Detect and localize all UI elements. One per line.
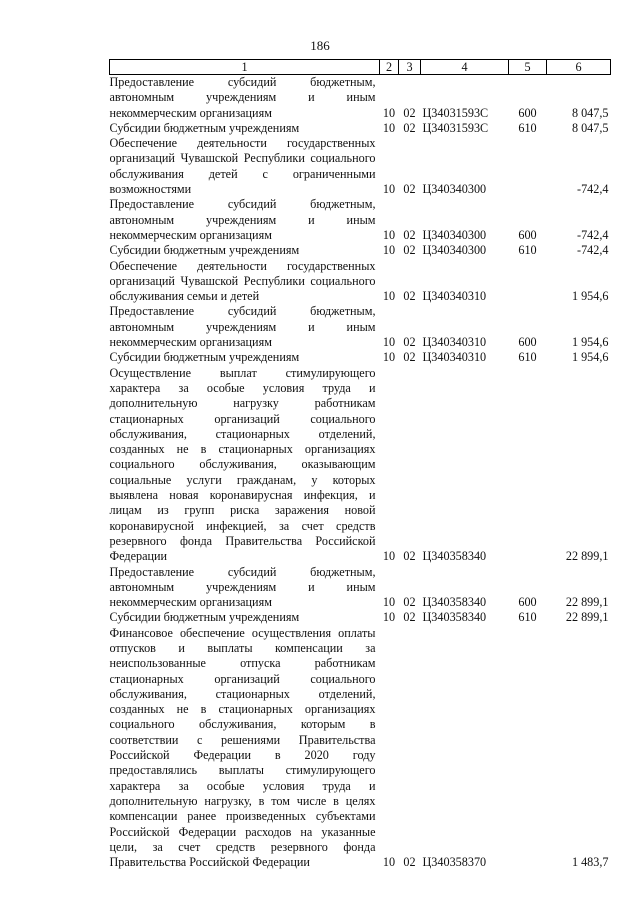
page-number: 186 [310, 38, 330, 53]
section-code: 10 [382, 105, 396, 120]
target-article-code: Ц340340310 [422, 335, 487, 350]
section-code: 10 [382, 595, 396, 610]
amount-value: 22 899,1 [565, 549, 609, 564]
section-code: 10 [382, 182, 396, 197]
amount-value: 1 954,6 [571, 335, 609, 350]
target-article-code: Ц340358340 [422, 595, 487, 610]
table-row [110, 197, 611, 243]
amount-value: 1 954,6 [571, 289, 609, 304]
row-description: Обеспечение деятельности государственных организаций Чувашской Республики социального обслуживания детей с ограниченными возможностями [109, 136, 376, 197]
table-header-row [110, 60, 611, 75]
subsection-code: 02 [403, 610, 416, 625]
subsection-code: 02 [403, 105, 416, 120]
header-cell: 1 [110, 60, 380, 75]
target-article-code: Ц34031593С [422, 120, 489, 135]
row-description: Обеспечение деятельности государственных организаций Чувашской Республики социального обслуживания семьи и детей [109, 258, 376, 304]
target-article-code: Ц340358370 [422, 855, 487, 870]
amount-value: -742,4 [577, 227, 609, 242]
amount-value: 8 047,5 [571, 105, 609, 120]
target-article-code: Ц340340310 [422, 289, 487, 304]
subsection-code: 02 [403, 855, 416, 870]
amount-value: 8 047,5 [571, 120, 609, 135]
expense-type-code [509, 259, 547, 305]
header-cell: 3 [399, 60, 421, 75]
amount-value: -742,4 [577, 243, 609, 258]
table-row [110, 304, 611, 350]
target-article-code: Ц340358340 [422, 610, 487, 625]
target-article-code: Ц340340300 [422, 182, 487, 197]
table-row [110, 610, 611, 625]
row-description: Субсидии бюджетным учреждениям [109, 120, 300, 135]
expense-type-code [509, 136, 547, 197]
table-row [110, 366, 611, 565]
expense-type-code: 600 [518, 105, 537, 120]
expense-type-code: 600 [518, 335, 537, 350]
subsection-code: 02 [403, 182, 416, 197]
table-row [110, 626, 611, 871]
expense-type-code: 600 [518, 595, 537, 610]
row-description: Субсидии бюджетным учреждениям [109, 350, 300, 365]
table-row [110, 136, 611, 197]
header-cell: 4 [421, 60, 509, 75]
subsection-code: 02 [403, 595, 416, 610]
expense-type-code: 610 [518, 120, 537, 135]
row-description: Предоставление субсидий бюджетным, автономным учреждениям и иным некоммерческим организациям [109, 564, 376, 610]
section-code: 10 [382, 289, 396, 304]
expense-type-code: 600 [518, 227, 537, 242]
row-description: Предоставление субсидий бюджетным, автономным учреждениям и иным некоммерческим организациям [109, 75, 376, 120]
budget-table [109, 59, 611, 870]
amount-value: 22 899,1 [565, 595, 609, 610]
amount-value: -742,4 [577, 182, 609, 197]
table-row [110, 75, 611, 121]
expense-type-code [509, 366, 547, 565]
table-row [110, 243, 611, 258]
subsection-code: 02 [403, 227, 416, 242]
subsection-code: 02 [403, 289, 416, 304]
header-cell: 5 [509, 60, 547, 75]
section-code: 10 [382, 120, 396, 135]
section-code: 10 [382, 610, 396, 625]
target-article-code: Ц340358340 [422, 549, 487, 564]
subsection-code: 02 [403, 549, 416, 564]
expense-type-code: 610 [518, 350, 537, 365]
row-description: Осуществление выплат стимулирующего характера за особые условия труда и дополнительную нагрузку работникам стационарных организаций социального обслуживания, стационарных отделений, созданных не в стационарных организациях социального обслуживания, оказывающим социальные услуги гражданам, у которых выявлена новая коронавирусная инфекция, и лицам из групп риска заражения новой коронавирусной инфекцией, за счет средств резервного фонда Правительства Российской Федерации [109, 365, 376, 564]
amount-value: 22 899,1 [565, 610, 609, 625]
header-cell: 6 [547, 60, 611, 75]
section-code: 10 [382, 243, 396, 258]
row-description: Субсидии бюджетным учреждениям [109, 610, 300, 625]
target-article-code: Ц340340310 [422, 350, 487, 365]
target-article-code: Ц340340300 [422, 243, 487, 258]
expense-type-code: 610 [518, 243, 537, 258]
expense-type-code [509, 626, 547, 871]
subsection-code: 02 [403, 335, 416, 350]
section-code: 10 [382, 549, 396, 564]
row-description: Предоставление субсидий бюджетным, автономным учреждениям и иным некоммерческим организациям [109, 304, 376, 350]
section-code: 10 [382, 335, 396, 350]
amount-value: 1 954,6 [571, 350, 609, 365]
amount-value: 1 483,7 [571, 855, 609, 870]
header-cell: 2 [380, 60, 399, 75]
target-article-code: Ц340340300 [422, 227, 487, 242]
section-code: 10 [382, 350, 396, 365]
expense-type-code: 610 [518, 610, 537, 625]
table-row [110, 121, 611, 136]
row-description: Субсидии бюджетным учреждениям [109, 243, 300, 258]
subsection-code: 02 [403, 243, 416, 258]
target-article-code: Ц34031593С [422, 105, 489, 120]
section-code: 10 [382, 227, 396, 242]
row-description: Финансовое обеспечение осуществления оплаты отпусков и выплаты компенсации за неиспользованные отпуска работникам стационарных организаций социального обслуживания, стационарных отделений, созданных не в стационарных организациях социального обслуживания, которым в соответствии с решениями Правительства Российской Федерации в 2020 году предоставлялись выплаты стимулирующего характера за особые условия труда и дополнительную нагрузку, в том числе в целях компенсации ранее произведенных субъектами Российской Федерации расходов на указанные цели, за счет средств резервного фонда Правительства Российской Федерации [109, 625, 376, 870]
table-row [110, 350, 611, 365]
section-code: 10 [382, 855, 396, 870]
table-row [110, 259, 611, 305]
subsection-code: 02 [403, 120, 416, 135]
row-description: Предоставление субсидий бюджетным, автономным учреждениям и иным некоммерческим организациям [109, 197, 376, 242]
table-row [110, 565, 611, 611]
subsection-code: 02 [403, 350, 416, 365]
